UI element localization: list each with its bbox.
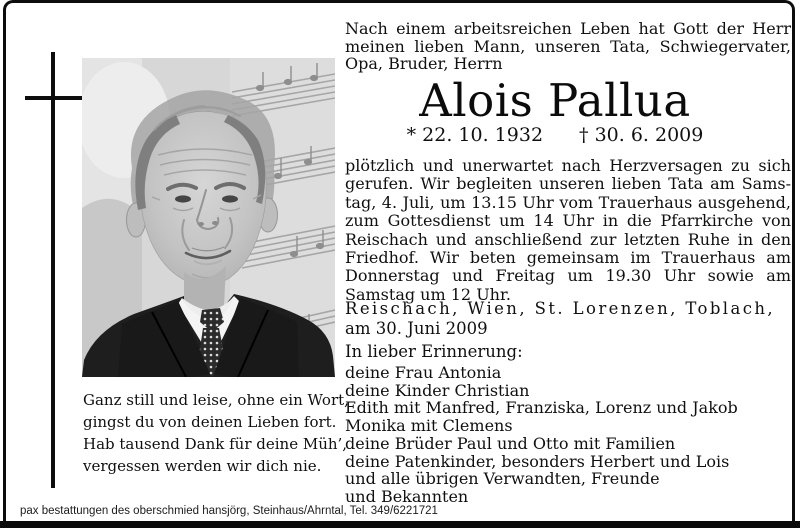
mourner-line: deine Patenkinder, besonders Herbert und Lois [345,451,730,471]
announcement-line: plötzlich und unerwartet nach Herzversagen zu sich [345,156,791,175]
life-dates [332,125,778,145]
cities-and-date [345,299,791,339]
announcement-line: zum Gottesdienst um 14 Uhr in die Pfarrkirche von [345,211,791,231]
poem-line: Ganz still und leise, ohne ein Wort, [83,391,349,409]
poem-line: gingst du von deinen Lieben fort. [83,413,337,431]
announcement-line: Donnerstag und Freitag um 19.30 Uhr sowie am [345,266,791,286]
intro-line: Opa, Bruder, Herrn [345,54,503,74]
mourner-line: und Bekannten [345,486,469,506]
mourner-line: deine Brüder Paul und Otto mit Familien [345,433,676,453]
farewell-poem [83,389,358,477]
mourners-list [345,364,791,506]
intro-paragraph [345,20,791,73]
birth-date: * 22. 10. 1932 [406,124,544,146]
announcement-line: tag, 4. Juli, um 13.15 Uhr vom Trauerhaus ausgehend, [345,192,791,212]
date-line: am 30. Juni 2009 [345,319,488,338]
intro-line: meinen lieben Mann, unseren Tata, Schwiegervater, [345,36,791,56]
announcement-line: Reischach und anschließend zur letzten Ruhe in den [345,229,791,249]
death-date: † 30. 6. 2009 [579,124,704,146]
deceased-name: Alois Pallua [419,74,691,127]
announcement-line: gerufen. Wir begleiten unseren lieben Tata am Sams- [345,174,791,194]
intro-line: Nach einem arbeitsreichen Leben hat Gott der Herr [345,19,791,38]
funeral-home-footer: pax bestattungen des oberschmied hansjörg, Steinhaus/Ahrntal, Tel. 349/6221721 [20,505,438,517]
memorial-cross-icon [51,52,55,488]
memorial-cross-icon [25,96,82,100]
mourner-line: Edith mit Manfred, Franziska, Lorenz und Jakob [345,398,738,418]
mourner-line: und alle übrigen Verwandten, Freunde [345,469,660,489]
remembrance-heading: In lieber Erinnerung: [345,342,523,361]
mourner-line: deine Kinder Christian [345,380,530,400]
cities-line: Reischach, Wien, St. Lorenzen, Toblach, [345,299,776,318]
announcement-line: Friedhof. Wir beten gemeinsam im Trauerhaus am [345,248,791,268]
mourner-line: Monika mit Clemens [345,416,513,436]
bottom-rule [0,521,800,528]
poem-line: vergessen werden wir dich nie. [83,457,322,475]
announcement-paragraph [345,157,791,304]
poem-line: Hab tausend Dank für deine Müh’, [83,435,348,453]
mourner-line: deine Frau Antonia [345,363,502,382]
portrait-photo-graphic [82,58,335,377]
portrait-photo [82,58,335,377]
announcement-line: Samstag um 12 Uhr. [345,284,511,304]
